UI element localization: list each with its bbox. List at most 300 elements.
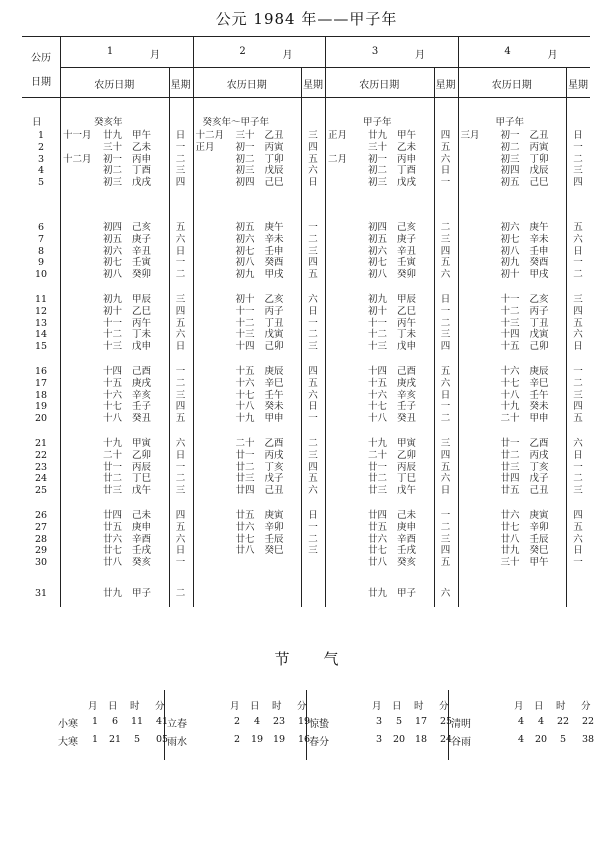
day-number: 25 <box>34 485 48 497</box>
lunar-day: 廿二 <box>368 473 388 485</box>
weekday: 四 <box>175 305 186 317</box>
ganzhi: 戊申 <box>397 341 417 353</box>
lunar-day: 初六 <box>103 245 123 257</box>
lunar-day: 初十 <box>368 305 388 317</box>
day-number: 8 <box>37 245 45 257</box>
weekday: 五 <box>440 366 451 377</box>
day-number: 7 <box>37 233 45 245</box>
jieqi-col-header: 月 <box>88 701 98 712</box>
ganzhi: 丁亥 <box>529 461 549 473</box>
weekday: 四 <box>573 177 583 189</box>
ganzhi: 丁未 <box>397 329 417 341</box>
ganzhi: 乙巳 <box>397 305 417 317</box>
day-number: 13 <box>34 317 48 329</box>
lunar-day: 十八 <box>235 401 255 413</box>
weekday: 三 <box>573 485 583 497</box>
lunar-day: 初一 <box>235 141 255 153</box>
jieqi-value: 11 <box>131 716 144 727</box>
weekday: 二 <box>440 413 451 425</box>
lunar-day: 十六 <box>235 377 255 389</box>
lunar-month-label: 十二月 <box>63 153 92 165</box>
weekday: 三 <box>440 438 451 449</box>
ganzhi: 甲寅 <box>132 438 152 449</box>
weekday: 三 <box>175 294 186 305</box>
weekday: 六 <box>440 588 451 599</box>
weekday: 一 <box>440 305 451 317</box>
ganzhi: 壬戌 <box>132 545 152 557</box>
jieqi-table <box>22 690 595 760</box>
day-number: 10 <box>34 269 48 281</box>
ganzhi: 乙丑 <box>264 130 284 141</box>
weekday: 日 <box>175 341 186 353</box>
lunar-day: 初三 <box>500 153 520 165</box>
lunar-day: 廿九 <box>103 588 123 599</box>
lunar-day: 廿二 <box>235 461 255 473</box>
lunar-day: 初四 <box>235 177 255 189</box>
day-number: 3 <box>37 153 45 165</box>
ganzhi: 丙辰 <box>397 461 417 473</box>
ganzhi: 戊戌 <box>397 177 417 189</box>
weekday: 六 <box>573 329 583 341</box>
month-label: 月 <box>282 50 293 61</box>
lunar-day: 十七 <box>500 377 520 389</box>
jieqi-value: 4 <box>254 716 261 727</box>
jieqi-value: 17 <box>415 716 428 727</box>
ganzhi: 甲午 <box>397 130 417 141</box>
lunar-day: 廿一 <box>368 461 388 473</box>
weekday: 三 <box>440 533 451 545</box>
ganzhi: 己卯 <box>264 341 284 353</box>
lunar-day: 十七 <box>368 401 388 413</box>
jieqi-col-header: 日 <box>534 701 544 712</box>
lunar-day: 廿九 <box>368 588 388 599</box>
lunar-day: 初八 <box>368 269 388 281</box>
jieqi-name: 清明 <box>451 719 471 730</box>
day-number: 16 <box>34 366 48 377</box>
weekday: 三 <box>308 545 318 557</box>
jieqi-value: 22 <box>582 716 595 727</box>
ganzhi: 戊寅 <box>264 329 284 341</box>
weekday: 五 <box>440 557 451 569</box>
ganzhi: 丙午 <box>132 317 152 329</box>
ganzhi: 癸未 <box>529 401 549 413</box>
lunar-day: 十五 <box>500 341 520 353</box>
jieqi-name: 春分 <box>309 737 329 748</box>
month-divider <box>458 37 459 607</box>
lunar-day: 二十 <box>368 449 388 461</box>
lunar-day: 初六 <box>500 222 520 233</box>
weekday: 六 <box>573 233 583 245</box>
ganzhi: 壬辰 <box>529 533 549 545</box>
lunar-day: 初五 <box>368 233 388 245</box>
ganzhi: 辛丑 <box>132 245 152 257</box>
lunar-day: 十三 <box>368 341 388 353</box>
weekday: 日 <box>440 294 451 305</box>
jieqi-value: 5 <box>134 734 141 745</box>
jieqi-col-header: 分 <box>155 701 165 712</box>
weekday: 三 <box>175 485 186 497</box>
lunar-day: 廿八 <box>103 557 123 569</box>
lunar-day: 十一 <box>103 317 123 329</box>
lunar-day: 十七 <box>235 389 255 401</box>
lunar-day: 十四 <box>235 341 255 353</box>
weekday: 二 <box>573 377 583 389</box>
lunar-day: 三十 <box>500 557 520 569</box>
day-number: 30 <box>34 557 48 569</box>
weekday: 四 <box>175 401 186 413</box>
weekday: 一 <box>573 461 583 473</box>
lunar-day: 十八 <box>103 413 123 425</box>
ganzhi: 甲申 <box>264 413 284 425</box>
weekday-divider <box>434 67 435 607</box>
weekday: 二 <box>440 317 451 329</box>
ganzhi: 丁酉 <box>132 165 152 177</box>
ganzhi: 甲子 <box>397 588 417 599</box>
jieqi-value: 5 <box>396 716 403 727</box>
weekday: 五 <box>308 269 318 281</box>
lunar-day: 廿八 <box>500 533 520 545</box>
ganzhi: 戊辰 <box>529 165 549 177</box>
weekday: 二 <box>308 438 318 449</box>
jieqi-value: 21 <box>109 734 122 745</box>
ganzhi: 戊寅 <box>529 329 549 341</box>
nongli-header: 农历日期 <box>491 80 532 91</box>
jieqi-name: 惊蛰 <box>309 719 329 730</box>
ganzhi: 庚午 <box>264 222 284 233</box>
ganzhi: 壬辰 <box>264 533 284 545</box>
lunar-day: 廿八 <box>368 557 388 569</box>
weekday: 日 <box>573 130 583 141</box>
jieqi-value: 19 <box>251 734 264 745</box>
weekday: 一 <box>308 222 318 233</box>
weekday: 六 <box>573 533 583 545</box>
month-divider <box>193 37 194 607</box>
weekday: 日 <box>440 165 451 177</box>
weekday: 日 <box>573 245 583 257</box>
weekday: 二 <box>308 233 318 245</box>
ganzhi: 庚辰 <box>529 366 549 377</box>
lunar-day: 十一 <box>235 305 255 317</box>
ganzhi: 己巳 <box>264 177 284 189</box>
weekday: 六 <box>175 533 186 545</box>
day-number: 29 <box>34 545 48 557</box>
jieqi-value: 16 <box>298 734 311 745</box>
nongli-header: 农历日期 <box>94 80 135 91</box>
ganzhi: 乙未 <box>397 141 417 153</box>
weekday: 六 <box>573 438 583 449</box>
year-head: 癸亥年～甲子年 <box>202 117 270 128</box>
ganzhi: 乙酉 <box>529 438 549 449</box>
jieqi-value: 20 <box>393 734 406 745</box>
jieqi-col-header: 时 <box>130 701 140 712</box>
ganzhi: 辛酉 <box>132 533 152 545</box>
gongli-label: 公历 <box>31 53 51 64</box>
weekday: 五 <box>308 153 318 165</box>
weekday: 五 <box>440 257 451 269</box>
lunar-day: 廿四 <box>103 510 123 521</box>
weekday: 日 <box>175 449 186 461</box>
weekday: 六 <box>175 233 186 245</box>
lunar-day: 十二 <box>235 317 255 329</box>
weekday: 二 <box>175 377 186 389</box>
weekday: 一 <box>573 257 583 269</box>
month-label: 月 <box>547 50 558 61</box>
weekday: 五 <box>175 222 186 233</box>
weekday-divider <box>301 67 302 607</box>
ganzhi: 壬子 <box>397 401 417 413</box>
lunar-day: 十二 <box>500 305 520 317</box>
lunar-day: 廿一 <box>103 461 123 473</box>
ganzhi: 乙亥 <box>264 294 284 305</box>
weekday: 五 <box>573 413 583 425</box>
jieqi-value: 2 <box>234 716 241 727</box>
lunar-day: 十二 <box>368 329 388 341</box>
lunar-day: 廿九 <box>103 130 123 141</box>
ganzhi: 丙申 <box>397 153 417 165</box>
weekday: 一 <box>175 557 186 569</box>
header-bottom-line <box>22 97 590 98</box>
lunar-day: 十四 <box>103 366 123 377</box>
weekday: 一 <box>308 413 318 425</box>
riqi-label: 日期 <box>31 77 51 88</box>
ganzhi: 己巳 <box>529 177 549 189</box>
ganzhi: 己亥 <box>397 222 417 233</box>
ganzhi: 乙未 <box>132 141 152 153</box>
jieqi-col-header: 日 <box>108 701 118 712</box>
ganzhi: 癸亥 <box>132 557 152 569</box>
lunar-day: 廿七 <box>368 545 388 557</box>
jieqi-col-header: 日 <box>392 701 402 712</box>
ganzhi: 己亥 <box>132 222 152 233</box>
weekday: 四 <box>440 341 451 353</box>
jieqi-value: 20 <box>535 734 548 745</box>
lunar-month-label: 正月 <box>195 141 215 153</box>
ganzhi: 戊申 <box>132 341 152 353</box>
ganzhi: 戊戌 <box>132 177 152 189</box>
weekday: 三 <box>308 245 318 257</box>
lunar-day: 二十 <box>103 449 123 461</box>
weekday: 六 <box>440 473 451 485</box>
jieqi-col-header: 月 <box>514 701 524 712</box>
ganzhi: 戊辰 <box>264 165 284 177</box>
weekday-header: 星期 <box>435 80 456 91</box>
day-number: 6 <box>37 222 45 233</box>
ganzhi: 壬寅 <box>397 257 417 269</box>
ganzhi: 辛亥 <box>132 389 152 401</box>
lunar-day: 初九 <box>368 294 388 305</box>
jieqi-value: 2 <box>234 734 241 745</box>
ganzhi: 辛未 <box>264 233 284 245</box>
lunar-day: 廿四 <box>500 473 520 485</box>
ganzhi: 癸卯 <box>132 269 152 281</box>
nongli-header: 农历日期 <box>359 80 400 91</box>
weekday: 五 <box>573 521 583 533</box>
ganzhi: 壬申 <box>529 245 549 257</box>
lunar-day: 十五 <box>103 377 123 389</box>
weekday: 四 <box>308 141 318 153</box>
weekday: 一 <box>308 521 318 533</box>
year-head: 甲子年 <box>495 117 525 128</box>
jieqi-value: 23 <box>273 716 286 727</box>
day-number: 23 <box>34 461 48 473</box>
calendar-table <box>22 36 590 607</box>
lunar-day: 十五 <box>368 377 388 389</box>
ganzhi: 甲午 <box>132 130 152 141</box>
jieqi-name: 小寒 <box>58 719 78 730</box>
lunar-day: 廿七 <box>103 545 123 557</box>
day-number: 27 <box>34 521 48 533</box>
jieqi-value: 6 <box>112 716 119 727</box>
day-number: 14 <box>34 329 48 341</box>
jieqi-col-header: 时 <box>556 701 566 712</box>
ganzhi: 丙申 <box>132 153 152 165</box>
jieqi-value: 4 <box>538 716 545 727</box>
ganzhi: 丁丑 <box>264 317 284 329</box>
jieqi-col-header: 月 <box>372 701 382 712</box>
weekday: 日 <box>175 545 186 557</box>
day-number: 20 <box>34 413 48 425</box>
lunar-day: 廿四 <box>368 510 388 521</box>
weekday: 三 <box>573 294 583 305</box>
day-number: 11 <box>34 294 48 305</box>
ganzhi: 癸巳 <box>264 545 284 557</box>
jieqi-value: 4 <box>518 734 525 745</box>
weekday-header: 星期 <box>568 80 588 91</box>
ganzhi: 癸酉 <box>264 257 284 269</box>
ganzhi: 壬戌 <box>397 545 417 557</box>
jieqi-value: 38 <box>582 734 595 745</box>
jieqi-name: 谷雨 <box>451 737 471 748</box>
day-number: 17 <box>34 377 48 389</box>
day-number: 28 <box>34 533 48 545</box>
weekday: 三 <box>573 165 583 177</box>
weekday: 五 <box>175 317 186 329</box>
jieqi-value: 24 <box>440 734 453 745</box>
ganzhi: 甲戌 <box>264 269 284 281</box>
jieqi-value: 4 <box>518 716 525 727</box>
lunar-day: 初五 <box>235 222 255 233</box>
jieqi-col-header: 分 <box>297 701 307 712</box>
ganzhi: 庚寅 <box>264 510 284 521</box>
ganzhi: 乙亥 <box>529 294 549 305</box>
lunar-day: 十二 <box>103 329 123 341</box>
weekday: 三 <box>308 130 318 141</box>
weekday: 三 <box>308 341 318 353</box>
ganzhi: 庚午 <box>529 222 549 233</box>
ganzhi: 壬寅 <box>132 257 152 269</box>
weekday: 五 <box>175 413 186 425</box>
nongli-header: 农历日期 <box>226 80 267 91</box>
ganzhi: 庚戌 <box>397 377 417 389</box>
weekday: 六 <box>308 485 318 497</box>
lunar-day: 十四 <box>368 366 388 377</box>
lunar-day: 初二 <box>235 153 255 165</box>
ganzhi: 辛未 <box>529 233 549 245</box>
lunar-day: 廿三 <box>368 485 388 497</box>
day-number: 26 <box>34 510 48 521</box>
weekday: 四 <box>175 177 186 189</box>
ganzhi: 乙丑 <box>529 130 549 141</box>
ganzhi: 庚子 <box>397 233 417 245</box>
lunar-day: 初七 <box>103 257 123 269</box>
lunar-day: 初三 <box>103 177 123 189</box>
lunar-day: 廿二 <box>103 473 123 485</box>
jieqi-value: 3 <box>376 734 383 745</box>
ganzhi: 癸亥 <box>397 557 417 569</box>
jieqi-col-header: 分 <box>581 701 591 712</box>
lunar-day: 三十 <box>235 130 255 141</box>
ganzhi: 丙子 <box>264 305 284 317</box>
weekday: 一 <box>573 141 583 153</box>
weekday-divider <box>169 67 170 607</box>
weekday: 一 <box>440 510 451 521</box>
lunar-day: 廿一 <box>500 438 520 449</box>
weekday: 四 <box>440 545 451 557</box>
weekday: 日 <box>308 177 318 189</box>
ganzhi: 辛巳 <box>529 377 549 389</box>
month-number: 3 <box>371 46 379 57</box>
weekday: 六 <box>440 153 451 165</box>
weekday: 二 <box>440 222 451 233</box>
weekday: 二 <box>573 153 583 165</box>
lunar-day: 十九 <box>103 438 123 449</box>
weekday: 六 <box>308 294 318 305</box>
lunar-day: 初八 <box>500 245 520 257</box>
lunar-day: 十七 <box>103 401 123 413</box>
weekday: 五 <box>308 473 318 485</box>
ganzhi: 辛巳 <box>264 377 284 389</box>
lunar-day: 廿五 <box>368 521 388 533</box>
ganzhi: 己未 <box>397 510 417 521</box>
lunar-day: 十三 <box>235 329 255 341</box>
lunar-day: 初一 <box>500 130 520 141</box>
lunar-day: 初二 <box>368 165 388 177</box>
ganzhi: 己酉 <box>132 366 152 377</box>
ganzhi: 癸巳 <box>529 545 549 557</box>
ganzhi: 壬申 <box>264 245 284 257</box>
lunar-day: 十八 <box>368 413 388 425</box>
jieqi-value: 22 <box>557 716 570 727</box>
ganzhi: 乙卯 <box>397 449 417 461</box>
weekday: 日 <box>175 245 186 257</box>
month-number: 4 <box>504 46 511 57</box>
ganzhi: 庚寅 <box>529 510 549 521</box>
ganzhi: 庚戌 <box>132 377 152 389</box>
month-label: 月 <box>415 50 425 61</box>
weekday-header: 星期 <box>170 80 191 91</box>
ganzhi: 丁卯 <box>264 153 284 165</box>
ganzhi: 戊午 <box>132 485 152 497</box>
lunar-day: 十六 <box>500 366 520 377</box>
ganzhi: 壬午 <box>529 389 549 401</box>
ganzhi: 乙卯 <box>132 449 152 461</box>
weekday: 四 <box>440 449 451 461</box>
weekday: 四 <box>573 401 583 413</box>
ganzhi: 庚申 <box>132 521 152 533</box>
ganzhi: 丙戌 <box>529 449 549 461</box>
weekday: 四 <box>308 461 318 473</box>
weekday: 二 <box>175 473 186 485</box>
ganzhi: 丙寅 <box>529 141 549 153</box>
lunar-day: 廿八 <box>235 545 255 557</box>
ganzhi: 己丑 <box>264 485 284 497</box>
weekday: 五 <box>573 222 583 233</box>
year-head: 癸亥年 <box>94 117 123 128</box>
lunar-day: 廿七 <box>235 533 255 545</box>
ganzhi: 甲申 <box>529 413 549 425</box>
day-number: 4 <box>37 165 45 177</box>
month-label: 月 <box>150 50 160 61</box>
